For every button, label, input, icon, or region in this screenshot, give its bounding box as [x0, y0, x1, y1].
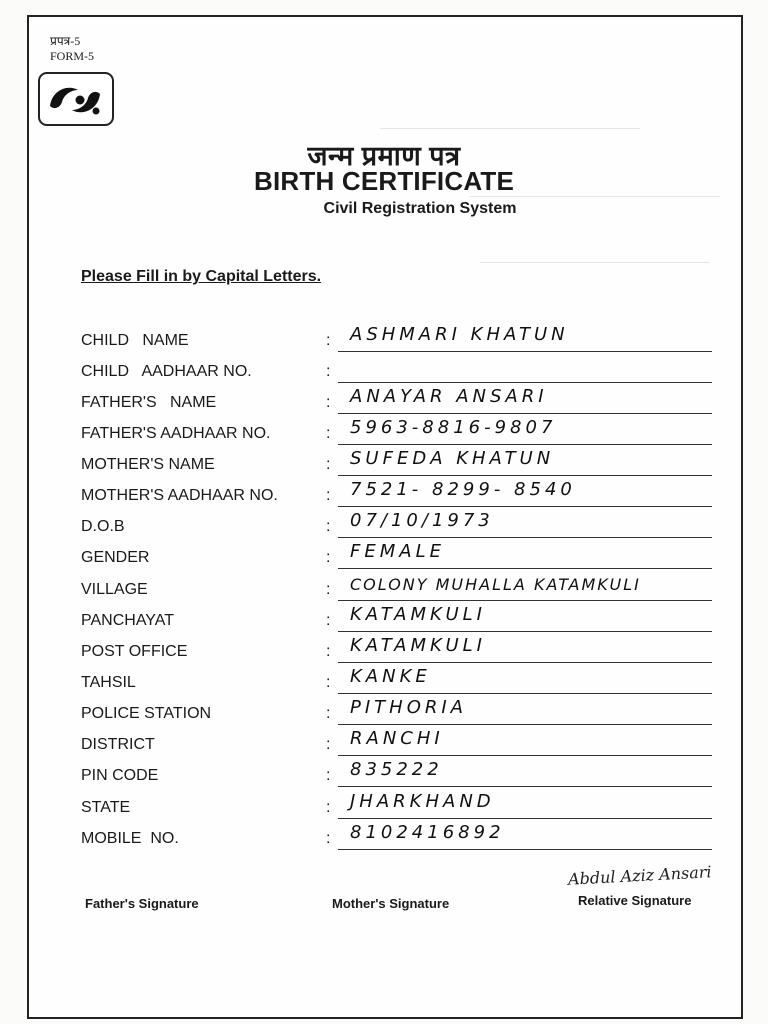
- field-value[interactable]: 5963-8816-9807: [350, 417, 557, 438]
- relative-handwritten-signature: Abdul Aziz Ansari: [567, 862, 712, 889]
- field-underline: [338, 413, 712, 414]
- field-label: VILLAGE: [81, 581, 148, 598]
- father-signature-label: Father's Signature: [85, 896, 199, 911]
- field-panchayat: [0, 606, 768, 636]
- emblem-logo: [38, 72, 114, 126]
- relative-signature-label: Relative Signature: [578, 893, 692, 908]
- field-underline: [338, 755, 712, 756]
- field-value[interactable]: 07/10/1973: [350, 510, 494, 531]
- field-mother-aadhaar: [0, 481, 768, 511]
- field-label: CHILD NAME: [81, 332, 189, 349]
- field-label: PIN CODE: [81, 767, 159, 784]
- field-dob: [0, 512, 768, 542]
- field-value[interactable]: KATAMKULI: [350, 635, 486, 656]
- field-label: PANCHAYAT: [81, 612, 175, 629]
- field-label: POLICE STATION: [81, 705, 212, 722]
- field-underline: [338, 662, 712, 663]
- field-value[interactable]: RANCHI: [350, 728, 444, 749]
- field-colon: :: [326, 736, 331, 753]
- field-police-station: [0, 699, 768, 729]
- mother-signature-label: Mother's Signature: [332, 896, 450, 911]
- bleed-through-mark: [380, 128, 640, 129]
- field-value[interactable]: ASHMARI KHATUN: [350, 324, 569, 345]
- form-number: [50, 34, 94, 64]
- field-pin-code: [0, 761, 768, 791]
- field-colon: :: [326, 767, 331, 784]
- field-colon: :: [326, 705, 331, 722]
- field-underline: [338, 724, 712, 725]
- field-underline: [338, 693, 712, 694]
- field-value[interactable]: SUFEDA KHATUN: [350, 448, 555, 469]
- field-underline: [338, 475, 712, 476]
- field-mobile-no: [0, 824, 768, 854]
- field-label: D.O.B: [81, 518, 125, 535]
- field-underline: [338, 631, 712, 632]
- field-label: POST OFFICE: [81, 643, 188, 660]
- field-colon: :: [326, 643, 331, 660]
- field-colon: :: [326, 549, 331, 566]
- field-label: CHILD AADHAAR NO.: [81, 363, 252, 380]
- field-gender: [0, 543, 768, 573]
- field-underline: [338, 506, 712, 507]
- field-underline: [338, 568, 712, 569]
- field-colon: :: [326, 425, 331, 442]
- field-label: FATHER'S AADHAAR NO.: [81, 425, 271, 442]
- field-value[interactable]: COLONY MUHALLA KATAMKULI: [350, 575, 641, 594]
- field-label: STATE: [81, 799, 131, 816]
- field-colon: :: [326, 332, 331, 349]
- field-colon: :: [326, 581, 331, 598]
- field-colon: :: [326, 518, 331, 535]
- field-child-name: [0, 326, 768, 356]
- field-underline: [338, 786, 712, 787]
- fill-instruction: Please Fill in by Capital Letters.: [81, 268, 322, 285]
- bleed-through-mark: [480, 262, 710, 263]
- field-value[interactable]: PITHORIA: [350, 697, 467, 718]
- field-district: [0, 730, 768, 760]
- field-colon: :: [326, 799, 331, 816]
- field-colon: :: [326, 830, 331, 847]
- field-tahsil: [0, 668, 768, 698]
- field-value[interactable]: KATAMKULI: [350, 604, 486, 625]
- field-underline: [338, 444, 712, 445]
- field-underline: [338, 351, 712, 352]
- field-value[interactable]: FEMALE: [350, 541, 445, 562]
- field-colon: :: [326, 487, 331, 504]
- field-value[interactable]: 8102416892: [350, 822, 505, 843]
- title-hindi: जन्म प्रमाण पत्र: [307, 141, 461, 171]
- field-colon: :: [326, 674, 331, 691]
- field-father-name: [0, 388, 768, 418]
- page-title: BIRTH CERTIFICATE: [253, 166, 514, 196]
- field-underline: [338, 382, 712, 383]
- field-value[interactable]: ANAYAR ANSARI: [350, 386, 548, 407]
- field-value[interactable]: 7521- 8299- 8540: [350, 479, 576, 500]
- field-underline: [338, 818, 712, 819]
- field-state: [0, 793, 768, 823]
- field-village: [0, 575, 768, 605]
- field-post-office: [0, 637, 768, 667]
- field-colon: :: [326, 363, 331, 380]
- field-value[interactable]: JHARKHAND: [350, 791, 495, 812]
- field-label: FATHER'S NAME: [81, 394, 217, 411]
- field-mother-name: [0, 450, 768, 480]
- field-label: DISTRICT: [81, 736, 155, 753]
- field-label: MOTHER'S NAME: [81, 456, 215, 473]
- form-number-hindi: प्रपत्र-5: [50, 34, 81, 48]
- field-father-aadhaar: [0, 419, 768, 449]
- field-label: MOTHER'S AADHAAR NO.: [81, 487, 278, 504]
- field-child-aadhaar: [0, 357, 768, 387]
- field-colon: :: [326, 394, 331, 411]
- form-number-english: FORM-5: [50, 49, 95, 63]
- field-label: GENDER: [81, 549, 150, 566]
- field-label: MOBILE NO.: [81, 830, 179, 847]
- field-colon: :: [326, 456, 331, 473]
- page-subtitle: Civil Registration System: [323, 200, 517, 217]
- field-label: TAHSIL: [81, 674, 136, 691]
- field-underline: [338, 600, 712, 601]
- field-colon: :: [326, 612, 331, 629]
- field-underline: [338, 849, 712, 850]
- field-value[interactable]: KANKE: [350, 666, 431, 687]
- field-underline: [338, 537, 712, 538]
- crs-logo-icon: [40, 74, 112, 124]
- field-value[interactable]: 835222: [350, 759, 443, 780]
